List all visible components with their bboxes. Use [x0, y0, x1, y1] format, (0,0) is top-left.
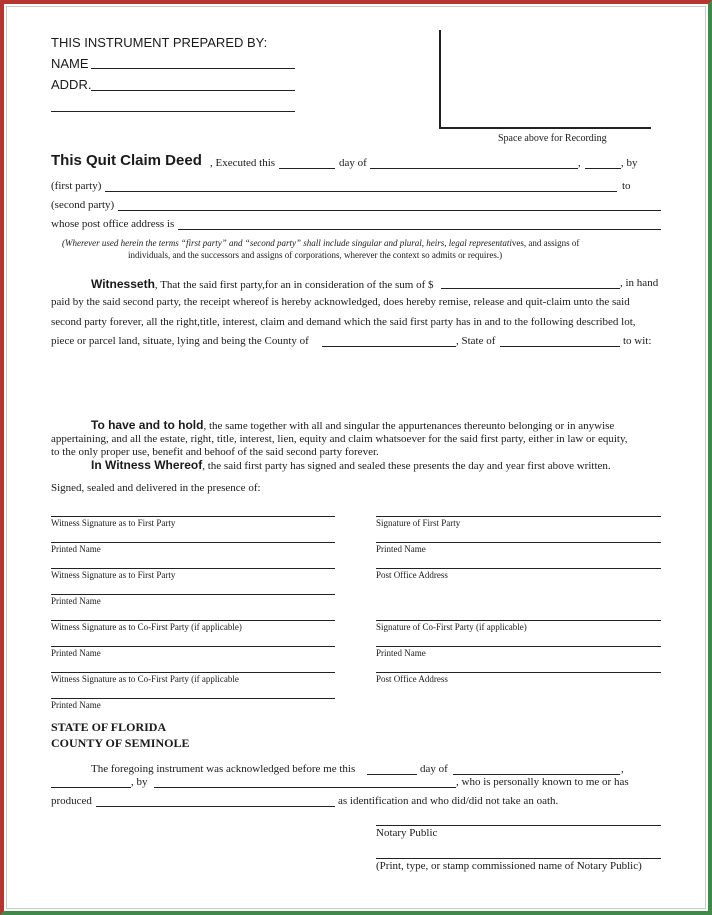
definition-note-italic: (Wherever used herein the terms “first party” and “second party” shall include singular and plural, heirs, legal representati	[62, 238, 512, 248]
definition-note-line-1	[62, 238, 579, 248]
state-of-text: , State of	[456, 335, 496, 347]
definition-note-rest: ves, and assigns of	[511, 238, 580, 248]
left-signature-line-2[interactable]	[51, 542, 335, 543]
name-field-line[interactable]	[91, 68, 295, 69]
notary-known-text: , who is personally known to me or has	[456, 776, 629, 788]
notary-line-1-text: The foregoing instrument was acknowledged before me this	[91, 763, 356, 775]
notary-identification-text: as identification and who did/did not take an oath.	[338, 795, 559, 807]
recording-box-left-border	[439, 30, 441, 128]
to-wit-text: to wit:	[623, 335, 652, 347]
witnesseth-heading: Witnesseth	[91, 277, 155, 291]
signed-sealed-text: Signed, sealed and delivered in the presence of:	[51, 482, 261, 494]
post-office-address-label: whose post office address is	[51, 218, 175, 230]
witnesseth-line-3: second party forever, all the right,title, interest, claim and demand which the said first party has in and to the following described lot,	[51, 316, 636, 328]
notary-day-field[interactable]	[367, 774, 417, 775]
recording-caption: Space above for Recording	[498, 133, 607, 144]
left-signature-label-3: Witness Signature as to First Party	[51, 570, 176, 580]
notary-by-text: , by	[131, 776, 148, 788]
witness-whereof-line	[91, 458, 611, 472]
recording-box-bottom-border	[439, 127, 651, 129]
executed-text: , Executed this	[210, 157, 276, 169]
left-signature-line-3[interactable]	[51, 568, 335, 569]
addr-field-line-2[interactable]	[51, 111, 295, 112]
addr-field-line[interactable]	[91, 90, 295, 91]
notary-signature-line[interactable]	[376, 825, 661, 826]
right-signature-label-3: Post Office Address	[376, 570, 448, 580]
habendum-heading: To have and to hold	[91, 418, 204, 432]
right-signature-line-1[interactable]	[376, 516, 661, 517]
right-signature-line-5[interactable]	[376, 646, 661, 647]
left-signature-line-6[interactable]	[51, 646, 335, 647]
county-field[interactable]	[322, 346, 456, 347]
notary-month-field[interactable]	[453, 774, 620, 775]
left-signature-label-6: Printed Name	[51, 648, 101, 658]
habendum-line-2: appertaining, and all the estate, right, title, interest, lien, equity and claim whatsoever for the said first party, either in law or equity,	[51, 433, 628, 445]
notary-public-label: Notary Public	[376, 827, 438, 839]
right-signature-label-4: Signature of Co-First Party (if applicable)	[376, 622, 527, 632]
right-signature-label-1: Signature of First Party	[376, 518, 461, 528]
left-signature-line-4[interactable]	[51, 594, 335, 595]
left-signature-line-1[interactable]	[51, 516, 335, 517]
addr-label: ADDR.	[51, 77, 92, 92]
left-signature-label-2: Printed Name	[51, 544, 101, 554]
executed-day-field[interactable]	[279, 168, 335, 169]
second-party-label: (second party)	[51, 199, 115, 211]
state-field[interactable]	[500, 346, 620, 347]
left-signature-label-8: Printed Name	[51, 700, 101, 710]
by-text: , by	[621, 157, 638, 169]
right-signature-line-6[interactable]	[376, 672, 661, 673]
witnesseth-line-4: piece or parcel land, situate, lying and being the County of	[51, 335, 309, 347]
comma-1: ,	[578, 157, 581, 169]
notary-produced-text: produced	[51, 795, 92, 807]
right-signature-label-6: Post Office Address	[376, 674, 448, 684]
first-party-field[interactable]	[105, 191, 617, 192]
notary-county: COUNTY OF SEMINOLE	[51, 736, 190, 750]
left-signature-label-7: Witness Signature as to Co-First Party (if applicable	[51, 674, 239, 684]
habendum-line-3: to the only proper use, benefit and behoof of the said second party forever.	[51, 446, 379, 458]
left-signature-line-5[interactable]	[51, 620, 335, 621]
left-signature-line-7[interactable]	[51, 672, 335, 673]
left-signature-line-8[interactable]	[51, 698, 335, 699]
witness-whereof-heading: In Witness Whereof	[91, 458, 203, 472]
habendum-text: , the same together with all and singular the appurtenances thereunto belonging or in anywise	[203, 420, 615, 432]
left-signature-label-5: Witness Signature as to Co-First Party (if applicable)	[51, 622, 242, 632]
right-signature-line-4[interactable]	[376, 620, 661, 621]
name-label: NAME	[51, 56, 89, 71]
left-signature-label-1: Witness Signature as to First Party	[51, 518, 176, 528]
witnesseth-text: , That the said first party,for an in consideration of the sum of $	[154, 279, 434, 291]
to-text: to	[622, 180, 631, 192]
notary-name-line[interactable]	[376, 858, 661, 859]
witnesseth-line-1	[91, 277, 434, 291]
prepared-by-label: THIS INSTRUMENT PREPARED BY:	[51, 35, 268, 50]
definition-note-line-2: individuals, and the successors and assigns of corporations, wherever the context so admits or requires.)	[128, 250, 503, 260]
habendum-line-1	[91, 418, 614, 432]
consideration-sum-field[interactable]	[441, 288, 620, 289]
notary-print-name-label: (Print, type, or stamp commissioned name of Notary Public)	[376, 860, 642, 872]
post-office-address-field[interactable]	[178, 229, 661, 230]
first-party-label: (first party)	[51, 180, 102, 192]
notary-comma: ,	[621, 763, 624, 775]
notary-identification-field[interactable]	[96, 806, 335, 807]
in-hand-text: , in hand	[620, 277, 659, 289]
notary-year-field[interactable]	[51, 787, 131, 788]
witnesseth-line-2: paid by the said second party, the receipt whereof is hereby acknowledged, does hereby remise, release and quit-claim unto the said	[51, 296, 630, 308]
executed-year-field[interactable]	[585, 168, 621, 169]
notary-day-of-text: day of	[420, 763, 448, 775]
witness-whereof-text: , the said first party has signed and sealed these presents the day and year first above written.	[202, 460, 611, 472]
notary-person-field[interactable]	[154, 787, 456, 788]
right-signature-line-2[interactable]	[376, 542, 661, 543]
left-signature-label-4: Printed Name	[51, 596, 101, 606]
deed-title: This Quit Claim Deed	[51, 152, 202, 169]
second-party-field[interactable]	[118, 210, 661, 211]
right-signature-label-2: Printed Name	[376, 544, 426, 554]
right-signature-line-3[interactable]	[376, 568, 661, 569]
executed-month-field[interactable]	[370, 168, 578, 169]
day-of-text: day of	[339, 157, 367, 169]
right-signature-label-5: Printed Name	[376, 648, 426, 658]
notary-state: STATE OF FLORIDA	[51, 720, 167, 734]
